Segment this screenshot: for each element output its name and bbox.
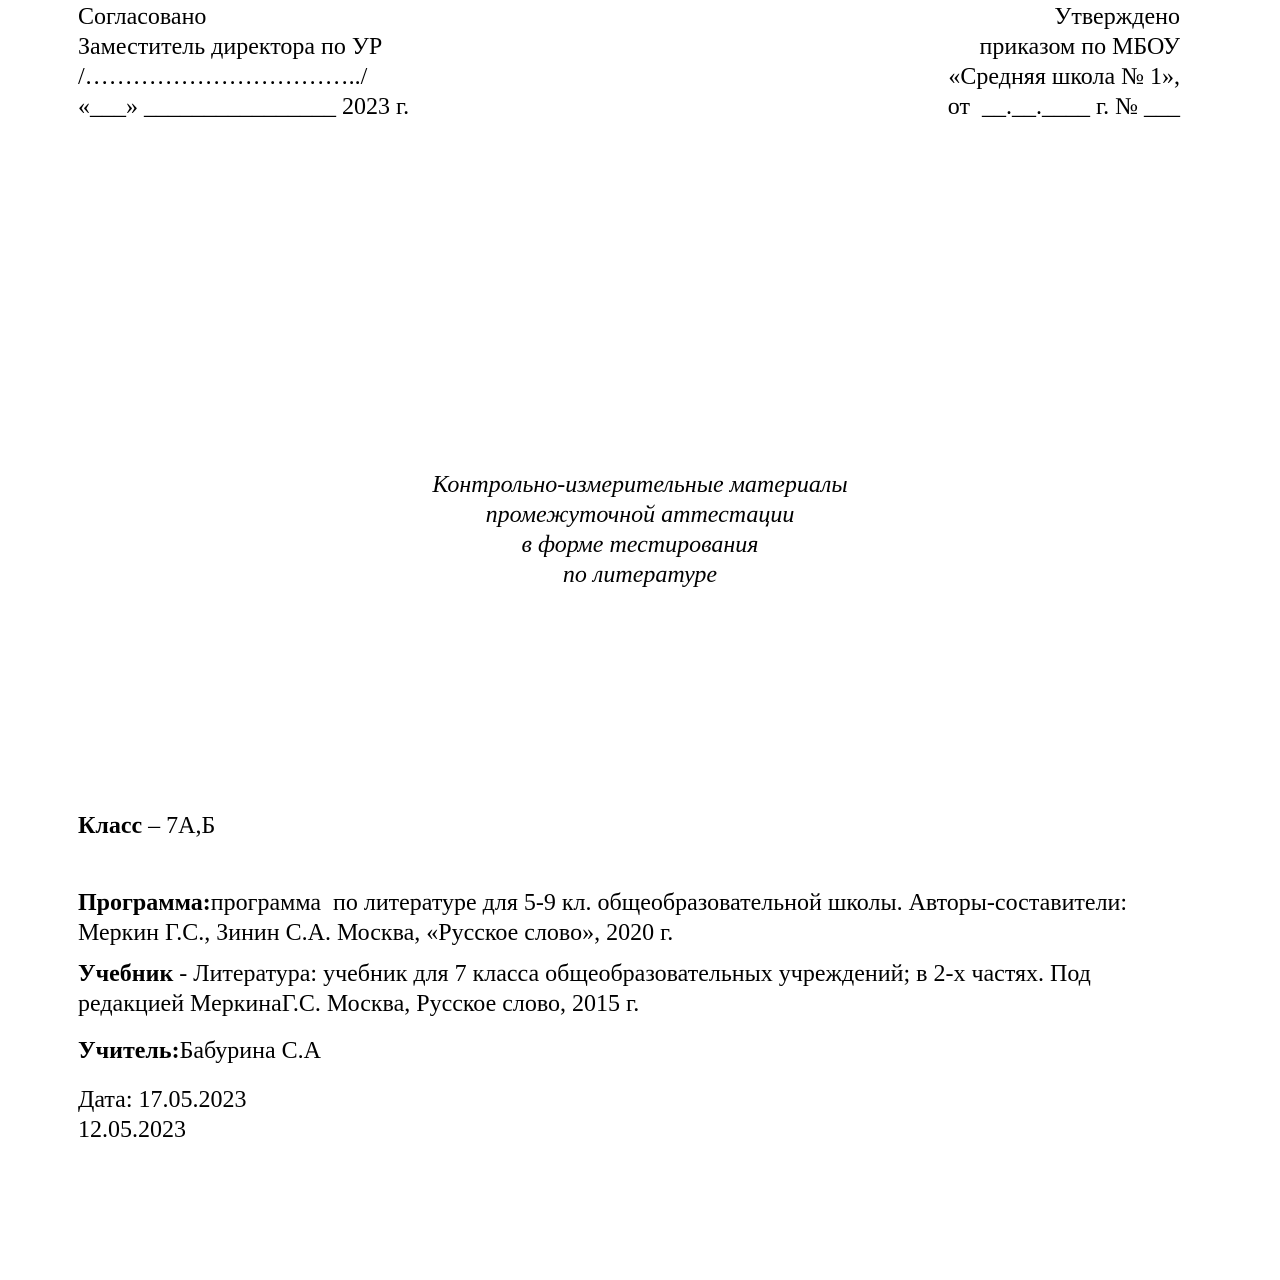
textbook-text-line-1: - Литература: учебник для 7 класса общеобразовательных учреждений; в 2-х частях. Под bbox=[173, 961, 1091, 987]
program-paragraph bbox=[78, 888, 1240, 948]
teacher-name: Бабурина С.А bbox=[179, 1038, 321, 1064]
agreed-title: Согласовано bbox=[78, 4, 207, 30]
class-label: Класс bbox=[78, 813, 143, 839]
title-line-1: Контрольно-измерительные материалы bbox=[432, 472, 848, 498]
date-paragraph bbox=[78, 1085, 247, 1145]
document-title bbox=[0, 470, 1280, 590]
approved-order-number-line: от __.__.____ г. № ___ bbox=[947, 94, 1180, 120]
teacher-label: Учитель: bbox=[78, 1038, 180, 1064]
date-line-2: 12.05.2023 bbox=[78, 1117, 186, 1143]
date-line-1: Дата: 17.05.2023 bbox=[78, 1087, 247, 1113]
approved-title: Утверждено bbox=[1054, 4, 1180, 30]
title-line-3: в форме тестирования bbox=[521, 532, 759, 558]
agreed-block bbox=[78, 2, 409, 122]
teacher-paragraph bbox=[78, 1036, 321, 1066]
approved-school: «Средняя школа № 1», bbox=[948, 64, 1180, 90]
class-value: – 7А,Б bbox=[142, 813, 216, 839]
textbook-label: Учебник bbox=[78, 961, 174, 987]
textbook-paragraph bbox=[78, 959, 1240, 1019]
class-paragraph bbox=[78, 811, 215, 841]
agreed-role: Заместитель директора по УР bbox=[78, 34, 383, 60]
program-label: Программа: bbox=[78, 890, 211, 916]
program-text-line-2: Меркин Г.С., Зинин С.А. Москва, «Русское слово», 2020 г. bbox=[78, 920, 674, 946]
textbook-text-line-2: редакцией МеркинаГ.С. Москва, Русское слово, 2015 г. bbox=[78, 991, 640, 1017]
approved-block bbox=[948, 2, 1180, 122]
program-text-line-1: программа по литературе для 5-9 кл. общеобразовательной школы. Авторы-составители: bbox=[210, 890, 1128, 916]
title-line-4: по литературе bbox=[562, 562, 718, 588]
approval-header bbox=[78, 2, 1180, 122]
title-line-2: промежуточной аттестации bbox=[485, 502, 795, 528]
agreed-signature-line: /……………………………../ bbox=[78, 64, 368, 90]
approved-order: приказом по МБОУ bbox=[979, 34, 1180, 60]
agreed-date-line: «___» ________________ 2023 г. bbox=[78, 94, 410, 120]
